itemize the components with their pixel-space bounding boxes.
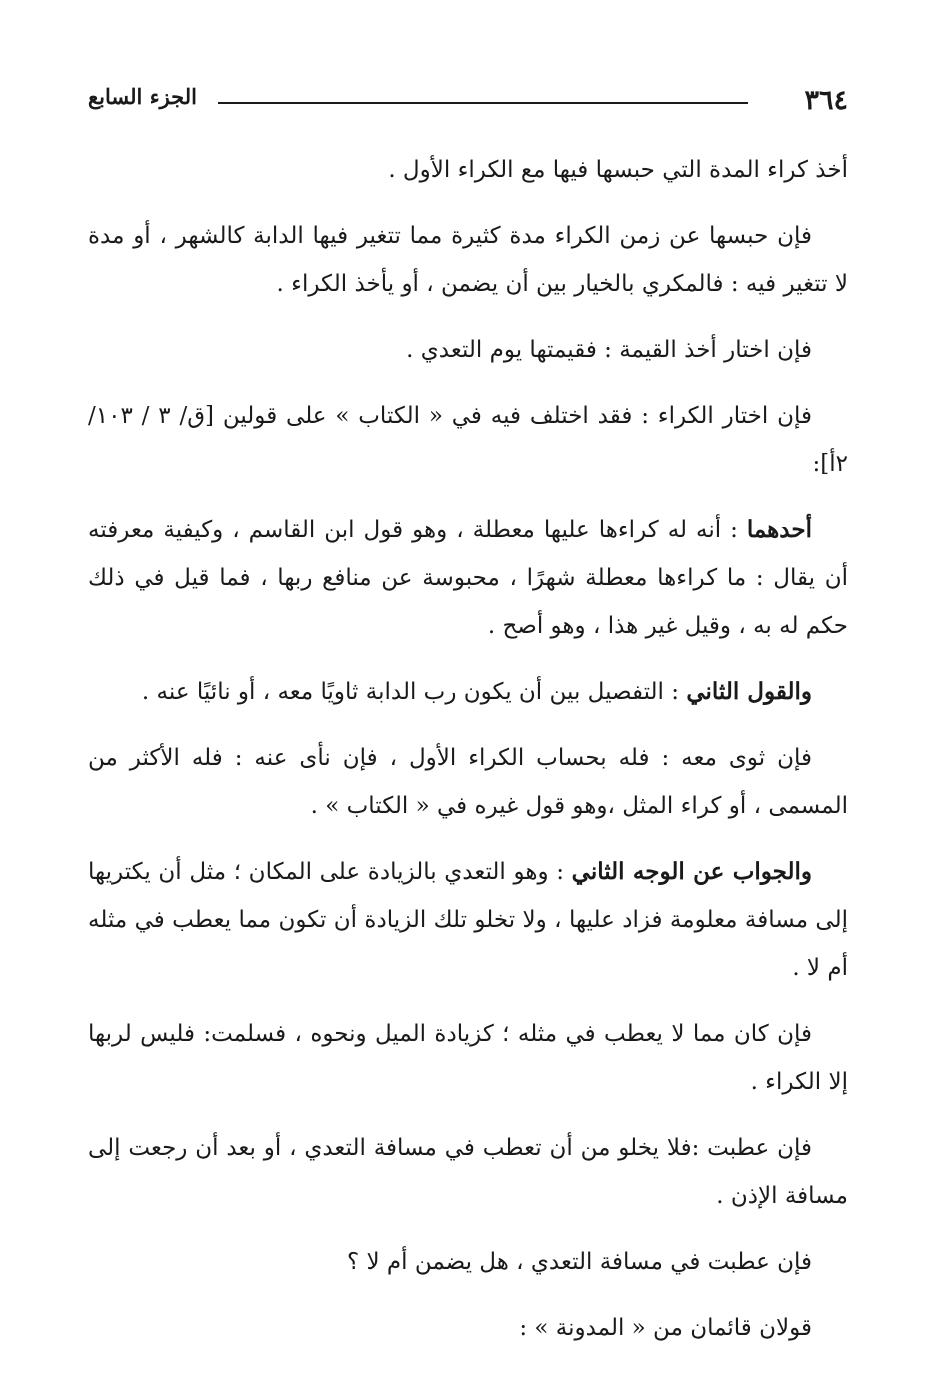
- paragraph: [88, 848, 848, 992]
- paragraph: [88, 212, 848, 308]
- book-page: [88, 78, 848, 1368]
- paragraph: [88, 146, 848, 194]
- paragraph-text: فإن اختار أخذ القيمة : فقيمتها يوم التعدي .: [406, 337, 812, 363]
- body-text: [88, 146, 848, 1370]
- paragraph-text: : وهو التعدي بالزيادة على المكان ؛ مثل أن يكتريها إلى مسافة معلومة فزاد عليها ، ولا تخلو تلك الزيادة أن تكون مما يعطب في مثله أم لا .: [88, 859, 848, 981]
- paragraph: [88, 506, 848, 650]
- paragraph-lead: والقول الثاني: [686, 678, 812, 705]
- paragraph-text: فإن عطبت في مسافة التعدي ، هل يضمن أم لا ؟: [346, 1249, 812, 1275]
- paragraph: [88, 392, 848, 488]
- page-header: [88, 78, 848, 122]
- paragraph-text: : التفصيل بين أن يكون رب الدابة ثاويًا معه ، أو نائيًا عنه .: [141, 679, 687, 705]
- paragraph-lead: والجواب عن الوجه الثاني: [571, 858, 812, 885]
- paragraph-text: أخذ كراء المدة التي حبسها فيها مع الكراء الأول .: [388, 157, 848, 183]
- paragraph: [88, 1304, 848, 1352]
- paragraph-text: قولان قائمان من « المدونة » :: [519, 1315, 812, 1341]
- paragraph-text: فإن حبسها عن زمن الكراء مدة كثيرة مما تتغير فيها الدابة كالشهر ، أو مدة لا تتغير فيه : فالمكري بالخيار بين أن يضمن ، أو يأخذ الكراء .: [88, 223, 848, 297]
- paragraph-text: : أنه له كراءها عليها معطلة ، وهو قول ابن القاسم ، وكيفية معرفته أن يقال : ما كراءها معطلة شهرًا ، محبوسة عن منافع ربها ، فما قيل في ذلك حكم له به ، وقيل غير هذا ، وهو أصح .: [88, 517, 848, 639]
- paragraph: [88, 1238, 848, 1286]
- running-title: الجزء السابع: [88, 84, 197, 109]
- paragraph: [88, 734, 848, 830]
- paragraph: [88, 668, 848, 716]
- paragraph-text: فإن اختار الكراء : فقد اختلف فيه في « الكتاب » على قولين [ق/ ٣ / ١٠٣/ ٢أ]:: [88, 403, 848, 477]
- paragraph: [88, 326, 848, 374]
- paragraph-text: فإن كان مما لا يعطب في مثله ؛ كزيادة الميل ونحوه ، فسلمت: فليس لربها إلا الكراء .: [88, 1021, 848, 1095]
- header-rule: [218, 102, 748, 104]
- paragraph: [88, 1010, 848, 1106]
- paragraph-text: فإن ثوى معه : فله بحساب الكراء الأول ، فإن نأى عنه : فله الأكثر من المسمى ، أو كراء المثل ،وهو قول غيره في « الكتاب » .: [88, 745, 848, 819]
- paragraph-text: فإن عطبت :فلا يخلو من أن تعطب في مسافة التعدي ، أو بعد أن رجعت إلى مسافة الإذن .: [88, 1135, 848, 1209]
- paragraph: [88, 1124, 848, 1220]
- paragraph-lead: أحدهما: [746, 516, 812, 543]
- page-number: ٣٦٤: [804, 85, 848, 116]
